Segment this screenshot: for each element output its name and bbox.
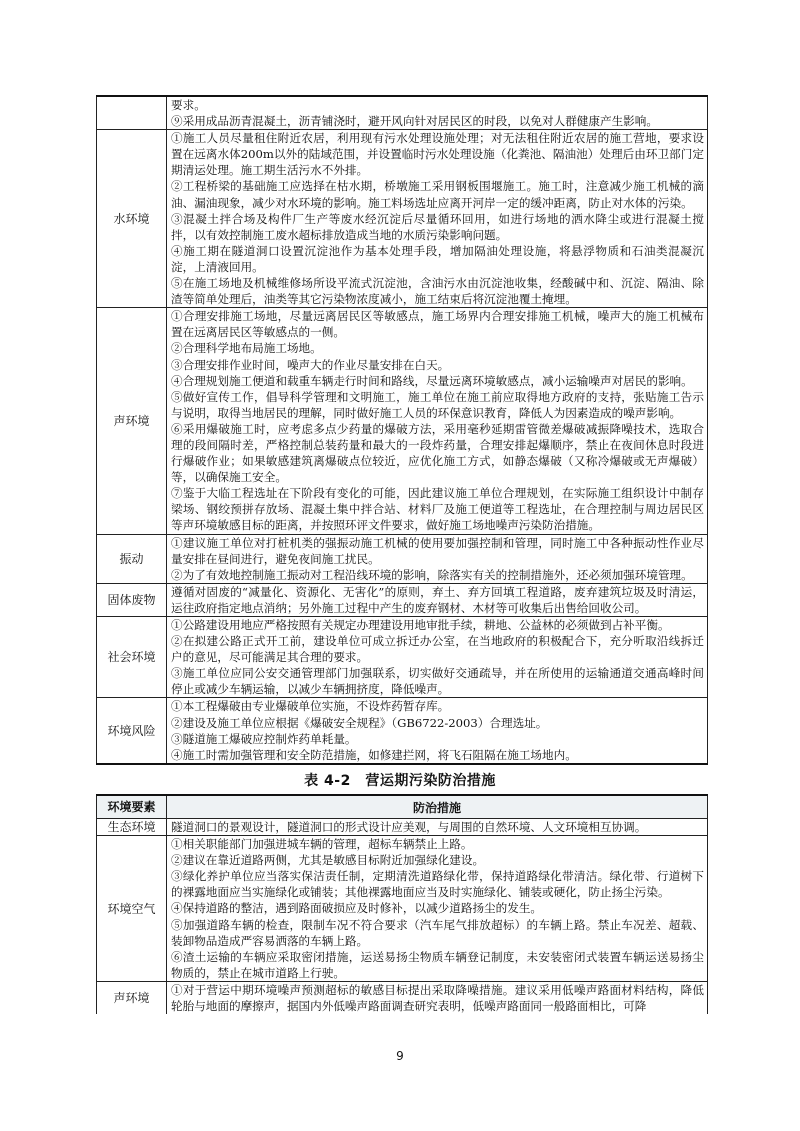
row-label: 环境风险 (97, 698, 167, 764)
measure-item: 遵循对固废的“减量化、资源化、无害化”的原则，弃土、弃方回填工程道路，废弃建筑垃圾及时清运，运往政府指定地点消纳；另外施工过程中产生的废弃钢材、木材等可收集后出售给回收公司。 (171, 584, 704, 615)
measure-item: ①相关职能部门加强进城车辆的管理，超标车辆禁止上路。 (171, 837, 473, 852)
measure-item: ②合理科学地布局施工场地。 (171, 341, 322, 356)
construction-pollution-measures-table (96, 95, 708, 765)
table-header-row (97, 795, 708, 819)
header-environment-factor: 环境要素 (97, 795, 167, 819)
header-measures: 防治措施 (167, 795, 708, 819)
measure-item: ①合理安排施工场地，尽量远离居民区等敏感点，施工场界内合理安排施工机械，噪声大的施工机械布置在远离居民区等敏感点的一侧。 (171, 309, 704, 340)
table-row (97, 308, 708, 534)
table-row (97, 819, 708, 836)
row-measures (167, 698, 708, 764)
measure-item: ③合理安排作业时间，噪声大的作业尽量安排在白天。 (171, 357, 450, 372)
row-measures (167, 836, 708, 982)
table-row (97, 836, 708, 982)
row-measures (167, 96, 708, 130)
row-label: 声环境 (97, 308, 167, 534)
row-label: 水环境 (97, 130, 167, 308)
row-measures (167, 308, 708, 534)
row-label: 振动 (97, 534, 167, 583)
measure-item: ④合理规划施工便道和载重车辆走行时间和路线，尽量远离环境敏感点，减小运输噪声对居民的影响。 (171, 373, 693, 388)
measure-item: ④施工期在隧道洞口设置沉淀池作为基本处理手段，增加隔油处理设施，将悬浮物质和石油类混凝沉淀，上清液回用。 (171, 243, 704, 274)
measure-item: ⑤在施工场地及机械维修场所设平流式沉淀池，含油污水由沉淀池收集，经酸碱中和、沉淀、隔油、除渣等简单处理后，油类等其它污染物浓度减小，施工结束后将沉淀池覆土掩埋。 (171, 276, 704, 307)
row-label: 固体废物 (97, 583, 167, 616)
row-label (97, 96, 167, 130)
measure-item: ①对于营运中期环境噪声预测超标的敏感目标提出采取降噪措施。建议采用低噪声路面材料结构，降低轮胎与地面的摩擦声，据国内外低噪声路面调查研究表明，低噪声路面同一般路面相比，可降 (171, 982, 704, 1014)
table-title: 表 4-2 营运期污染防治措施 (304, 773, 496, 789)
measure-item: ⑥采用爆破施工时，应考虑多点少药量的爆破方法，采用毫秒延期雷管微差爆破减振降噪技术，选取合理的段间隔时差，严格控制总装药量和最大的一段炸药量，合理安排起爆顺序，禁止在夜间休息时段进行爆破作业；如果敏感建筑离爆破点位较近，应优化施工方式，如静态爆破（又称冷爆破或无声爆破）等，以确保施工安全。 (171, 421, 704, 485)
measure-item: ⑤加强道路车辆的检查，限制车况不符合要求（汽车尾气排放超标）的车辆上路。禁止车况差、超载、装卸物品造成严容易洒落的车辆上路。 (171, 917, 704, 948)
row-measures (167, 617, 708, 698)
measure-item: ⑨采用成品沥青混凝土，沥青铺浇时，避开风向针对居民区的时段，以免对人群健康产生影响。 (171, 114, 658, 129)
measure-item: ④保持道路的整洁，遇到路面破损应及时修补，以减少道路扬尘的发生。 (171, 901, 543, 916)
row-label: 社会环境 (97, 617, 167, 698)
measure-item: ③隧道施工爆破应控制炸药单耗量。 (171, 731, 357, 746)
measure-item: ②在拟建公路正式开工前，建设单位可成立拆迁办公室，在当地政府的积极配合下，充分听取沿线拆迁户的意见，尽可能满足其合理的要求。 (171, 634, 704, 665)
operation-pollution-measures-table (96, 794, 708, 1014)
measure-item: ②建议在靠近道路两侧，尤其是敏感目标附近加强绿化建设。 (171, 853, 485, 868)
table-row (97, 534, 708, 583)
measure-item: ⑦鉴于大临工程选址在下阶段有变化的可能，因此建议施工单位合理规划，在实际施工组织设计中制存梁场、钢绞预拼存放场、混凝土集中拌合站、材料厂及施工便道等工程选址，在合理控制与周边居民区等声环境敏感目标的距离，并按照环评文件要求，做好施工场地噪声污染防治措施。 (171, 486, 704, 533)
table-row (97, 583, 708, 616)
table-row (97, 698, 708, 764)
row-measures (167, 583, 708, 616)
measure-item: ③混凝土拌合场及构件厂生产等废水经沉淀后尽量循环回用，如进行场地的洒水降尘或进行混凝土搅拌，以有效控制施工废水超标排放造成当地的水质污染影响问题。 (171, 211, 704, 242)
table-row (97, 617, 708, 698)
row-label: 生态环境 (97, 819, 167, 836)
row-measures (167, 819, 708, 836)
measure-item: ⑤做好宣传工作，倡导科学管理和文明施工，施工单位在施工前应取得地方政府的支持，张贴施工告示与说明，取得当地居民的理解，同时做好施工人员的环保意识教育，降低人为因素造成的噪声影响。 (171, 389, 704, 420)
row-label: 声环境 (97, 981, 167, 1014)
page-number: 9 (396, 1049, 404, 1063)
measure-item: ②为了有效地控制施工振动对工程沿线环境的影响，除落实有关的控制措施外，还必须加强环境管理。 (171, 567, 693, 582)
measure-item: ②工程桥梁的基础施工应选择在枯水期，桥墩施工采用钢板围堰施工。施工时，注意减少施工机械的滴油、漏油现象，减少对水环境的影响。施工料场选址应离开河岸一定的缓冲距离，防止对水体的污染。 (171, 179, 704, 210)
row-label: 环境空气 (97, 836, 167, 982)
measure-item: 要求。 (171, 98, 206, 112)
measure-item: ⑥渣土运输的车辆应采取密闭措施，运送易扬尘物质车辆登记制度，未安装密闭式装置车辆运送易扬尘物质的，禁止在城市道路上行驶。 (171, 949, 704, 980)
table-row (97, 981, 708, 1014)
row-measures (167, 981, 708, 1014)
measure-item: 隧道洞口的景观设计，隧道洞口的形式设计应美观，与周围的自然环境、人文环境相互协调。 (171, 820, 647, 834)
measure-item: ①本工程爆破由专业爆破单位实施，不设炸药暂存库。 (171, 699, 450, 714)
measure-item: ③绿化养护单位应当落实保洁责任制，定期清洗道路绿化带，保持道路绿化带清洁。绿化带、行道树下的裸露地面应当实施绿化或铺装；其他裸露地面应当及时实施绿化、铺装或硬化，防止扬尘污染。 (171, 869, 704, 900)
measure-item: ②建设及施工单位应根据《爆破安全规程》（GB6722-2003）合理选址。 (171, 715, 548, 730)
row-measures (167, 130, 708, 308)
measure-item: ①施工人员尽量租住附近农居，利用现有污水处理设施处理；对无法租住附近农居的施工营地，要求设置在远离水体200m以外的陆域范围，并设置临时污水处理设施（化粪池、隔油池）处理后由环卫部门定期清运处理。施工期生活污水不外排。 (171, 131, 704, 178)
measure-item: ③施工单位应同公安交通管理部门加强联系，切实做好交通疏导，并在所使用的运输通道交通高峰时间停止或减少车辆运输，以减少车辆拥挤度，降低噪声。 (171, 666, 704, 697)
measure-item: ①公路建设用地应严格按照有关规定办理建设用地审批手续，耕地、公益林的必须做到占补平衡。 (171, 618, 670, 632)
measure-item: ④施工时需加强管理和安全防范措施，如修建拦网，将飞石阻隔在施工场地内。 (171, 747, 577, 762)
row-measures (167, 534, 708, 583)
table-row (97, 130, 708, 308)
measure-item: ①建议施工单位对打桩机类的强振动施工机械的使用要加强控制和管理，同时施工中各种振动性作业尽量安排在昼间进行，避免夜间施工扰民。 (171, 535, 704, 566)
table-row (97, 96, 708, 130)
